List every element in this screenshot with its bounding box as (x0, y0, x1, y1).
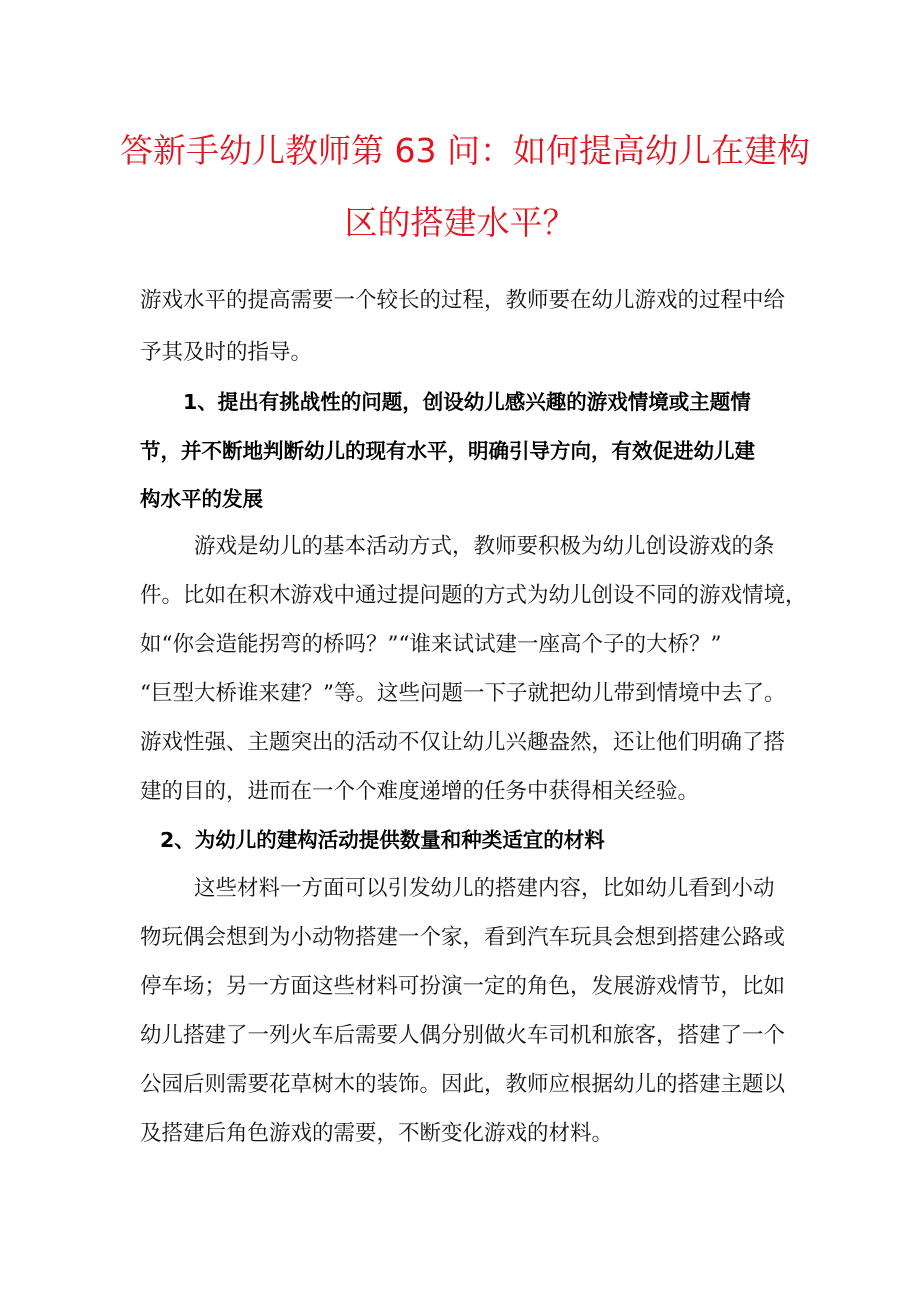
section1-body-line-6: 建的目的，进而在一个个难度递增的任务中获得相关经验。 (140, 779, 700, 804)
section1-heading-line-2: 节，并不断地判断幼儿的现有水平，明确引导方向，有效促进幼儿建 (140, 439, 755, 463)
section2-body-line-4: 幼儿搭建了一列火车后需要人偶分别做火车司机和旅客，搭建了一个 (140, 1023, 786, 1048)
section1-body-line-5: 游戏性强、主题突出的活动不仅让幼儿兴趣盎然，还让他们明确了搭 (140, 730, 786, 755)
section1-body-line-3: 如“你会造能拐弯的桥吗？”“谁来试试建一座高个子的大桥？” (140, 632, 722, 657)
section2-body-line-3: 停车场；另一方面这些材料可扮演一定的角色，发展游戏情节，比如 (140, 974, 786, 999)
section1-heading-line-1: 1、提出有挑战性的问题，创设幼儿感兴趣的游戏情境或主题情 (183, 390, 751, 414)
section1-body-line-2: 件。比如在积木游戏中通过提问题的方式为幼儿创设不同的游戏情境， (140, 583, 807, 608)
section2-body-line-5: 公园后则需要花草树木的装饰。因此，教师应根据幼儿的搭建主题以 (140, 1072, 786, 1097)
section2-heading: 2、为幼儿的建构活动提供数量和种类适宜的材料 (160, 828, 605, 852)
section1-body-line-1: 游戏是幼儿的基本活动方式，教师要积极为幼儿创设游戏的条 (194, 534, 775, 559)
title-line-2: 区的搭建水平？ (344, 203, 576, 242)
section2-body-line-1: 这些材料一方面可以引发幼儿的搭建内容，比如幼儿看到小动 (194, 876, 775, 901)
section1-heading-line-3: 构水平的发展 (140, 487, 263, 511)
section1-body-line-4: “巨型大桥谁来建？”等。这些问题一下子就把幼儿带到情境中去了。 (140, 681, 786, 706)
title-line-1: 答新手幼儿教师第 63 问：如何提高幼儿在建构 (120, 131, 810, 170)
section2-body-line-6: 及搭建后角色游戏的需要，不断变化游戏的材料。 (140, 1121, 614, 1146)
intro-line-1: 游戏水平的提高需要一个较长的过程，教师要在幼儿游戏的过程中给 (140, 288, 786, 313)
intro-line-2: 予其及时的指导。 (140, 340, 313, 365)
section2-body-line-2: 物玩偶会想到为小动物搭建一个家，看到汽车玩具会想到搭建公路或 (140, 925, 786, 950)
